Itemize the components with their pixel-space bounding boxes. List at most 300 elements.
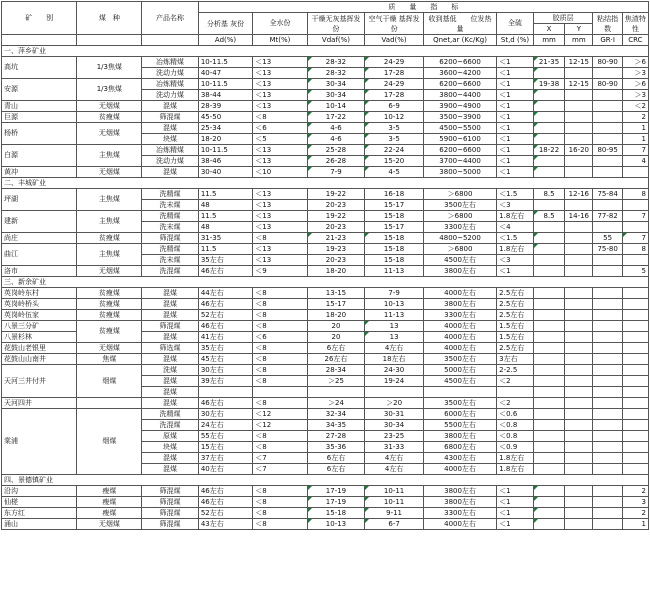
cell-moisture: ＜13 <box>253 57 307 68</box>
cell-layer-y <box>565 409 593 420</box>
cell-ash: 18-20 <box>198 134 252 145</box>
cell-crc: 4 <box>622 156 648 167</box>
cell-moisture: ＜8 <box>253 233 307 244</box>
cell-layer-y <box>565 431 593 442</box>
cell-product: 混煤 <box>142 453 199 464</box>
cell-layer-x <box>533 101 564 112</box>
cell-heat-value: 3700~4400 <box>423 156 496 167</box>
cell-moisture: ＜13 <box>253 200 307 211</box>
cell-product: 混煤 <box>142 123 199 134</box>
cell-gri <box>593 156 622 167</box>
cell-heat-value: 3600~4200 <box>423 68 496 79</box>
cell-layer-x <box>533 68 564 79</box>
cell-sulfur: ＜1.5 <box>497 189 534 200</box>
header-heat: 收到基低 位发热量 <box>423 13 496 35</box>
cell-layer-x <box>533 299 564 310</box>
cell-crc: 7 <box>622 145 648 156</box>
cell-sulfur: ＜1 <box>497 134 534 145</box>
cell-heat-value: 4500~5500 <box>423 123 496 134</box>
header-plastic-layer: 胶质层 <box>533 13 593 24</box>
cell-vad: 17-28 <box>365 90 424 101</box>
cell-heat-value: 3800~5000 <box>423 167 496 178</box>
cell-layer-y <box>565 222 593 233</box>
table-row <box>2 321 649 332</box>
cell-mine: 巨源 <box>2 112 77 123</box>
cell-ash: 52左右 <box>198 310 252 321</box>
cell-crc <box>622 299 648 310</box>
cell-moisture: ＜8 <box>253 508 307 519</box>
cell-crc <box>622 321 648 332</box>
cell-moisture: ＜8 <box>253 112 307 123</box>
table-row <box>2 233 649 244</box>
cell-moisture: ＜13 <box>253 244 307 255</box>
cell-sulfur: ＜1 <box>497 145 534 156</box>
cell-ash: 40-47 <box>198 68 252 79</box>
cell-vdaf: 17-22 <box>307 112 365 123</box>
cell-heat-value: 3300左右 <box>423 222 496 233</box>
unit-sulfur: St,d (%) <box>497 35 534 46</box>
cell-crc: ＜2 <box>622 101 648 112</box>
cell-crc: ＞6 <box>622 79 648 90</box>
cell-heat-value: 3900~4900 <box>423 101 496 112</box>
cell-moisture: ＜13 <box>253 90 307 101</box>
cell-moisture: ＜13 <box>253 222 307 233</box>
cell-moisture: ＜10 <box>253 167 307 178</box>
cell-layer-x <box>533 233 564 244</box>
coal-quality-table <box>1 1 649 530</box>
cell-vad: 13 <box>365 321 424 332</box>
cell-mine: 花鼓山老银里 <box>2 343 77 354</box>
cell-vad: 15-18 <box>365 211 424 222</box>
cell-heat-value: 3800~4400 <box>423 90 496 101</box>
cell-layer-x <box>533 288 564 299</box>
cell-sulfur: ＜3 <box>497 200 534 211</box>
table-row <box>2 519 649 530</box>
cell-layer-x: 18-22 <box>533 145 564 156</box>
cell-heat-value: 3800左右 <box>423 299 496 310</box>
cell-layer-y <box>565 101 593 112</box>
cell-sulfur: ＜1.5 <box>497 233 534 244</box>
cell-mine: 天河四井 <box>2 398 77 409</box>
cell-ash: 28-39 <box>198 101 252 112</box>
cell-moisture: ＜13 <box>253 145 307 156</box>
cell-mine: 东方红 <box>2 508 77 519</box>
cell-layer-x <box>533 442 564 453</box>
cell-product: 混煤 <box>142 354 199 365</box>
cell-ash: 24左右 <box>198 420 252 431</box>
cell-sulfur: 1.5左右 <box>497 332 534 343</box>
cell-product: 洗动力煤 <box>142 156 199 167</box>
cell-ash: 38-46 <box>198 156 252 167</box>
cell-heat-value: 3800左右 <box>423 497 496 508</box>
cell-sulfur: 2.5左右 <box>497 299 534 310</box>
header-moisture: 全水份 <box>253 13 307 35</box>
cell-vad: 10-11 <box>365 497 424 508</box>
cell-ash: 45左右 <box>198 354 252 365</box>
cell-vdaf: 20-23 <box>307 200 365 211</box>
cell-heat-value: 4000左右 <box>423 332 496 343</box>
cell-sulfur: 2.5左右 <box>497 288 534 299</box>
cell-coal-type: 无烟煤 <box>77 167 142 178</box>
cell-sulfur: ＜1 <box>497 167 534 178</box>
cell-layer-x <box>533 167 564 178</box>
table-row <box>2 211 649 222</box>
cell-heat-value: 4500左右 <box>423 376 496 387</box>
cell-moisture: ＜12 <box>253 409 307 420</box>
cell-mine: 八景杉林 <box>2 332 77 343</box>
cell-heat-value: 4000左右 <box>423 464 496 475</box>
cell-heat-value: 5500左右 <box>423 420 496 431</box>
cell-layer-y <box>565 200 593 211</box>
cell-crc: 2 <box>622 508 648 519</box>
cell-moisture: ＜8 <box>253 343 307 354</box>
cell-mine: 高坑 <box>2 57 77 79</box>
cell-gri <box>593 420 622 431</box>
cell-sulfur: ＜1 <box>497 508 534 519</box>
cell-crc <box>622 332 648 343</box>
cell-ash: 25-34 <box>198 123 252 134</box>
cell-vad: 13 <box>365 332 424 343</box>
table-row <box>2 112 649 123</box>
cell-layer-x <box>533 156 564 167</box>
cell-vdaf: 35-36 <box>307 442 365 453</box>
cell-moisture: ＜13 <box>253 211 307 222</box>
cell-moisture: ＜8 <box>253 365 307 376</box>
cell-gri: 75-84 <box>593 189 622 200</box>
cell-product: 混煤 <box>142 332 199 343</box>
cell-gri <box>593 310 622 321</box>
cell-moisture: ＜8 <box>253 497 307 508</box>
cell-ash: 15左右 <box>198 442 252 453</box>
cell-heat-value: 4800~5200 <box>423 233 496 244</box>
cell-crc <box>622 376 648 387</box>
cell-layer-y <box>565 508 593 519</box>
cell-vdaf: 19-22 <box>307 211 365 222</box>
cell-vad: 22-24 <box>365 145 424 156</box>
table-row <box>2 354 649 365</box>
cell-gri <box>593 387 622 398</box>
cell-layer-x <box>533 420 564 431</box>
header-gri: 粘结指数 <box>593 13 622 35</box>
cell-vad: 3-5 <box>365 134 424 145</box>
cell-crc: 7 <box>622 233 648 244</box>
cell-heat-value: ＞6800 <box>423 211 496 222</box>
cell-vdaf: 15-18 <box>307 508 365 519</box>
cell-vdaf: 30-34 <box>307 90 365 101</box>
cell-layer-y: 12-15 <box>565 79 593 90</box>
cell-moisture: ＜8 <box>253 519 307 530</box>
header-product: 产品名称 <box>142 2 199 35</box>
cell-layer-y <box>565 123 593 134</box>
cell-coal-type: 瘦煤 <box>77 486 142 497</box>
cell-product: 筛混煤 <box>142 497 199 508</box>
header-layer-y: Y <box>565 24 593 35</box>
header-blank <box>142 35 199 46</box>
cell-layer-x: 8.5 <box>533 189 564 200</box>
cell-coal-type <box>77 398 142 409</box>
cell-ash: 38-44 <box>198 90 252 101</box>
cell-ash: 30左右 <box>198 409 252 420</box>
cell-mine: 杨桥 <box>2 123 77 145</box>
cell-vdaf: 6左右 <box>307 343 365 354</box>
cell-layer-x <box>533 255 564 266</box>
cell-product: 洗末煤 <box>142 200 199 211</box>
header-coal-type: 煤 种 <box>77 2 142 35</box>
section-title: 一、萍乡矿业 <box>2 46 649 57</box>
cell-layer-x <box>533 464 564 475</box>
cell-heat-value: 3300左右 <box>423 310 496 321</box>
cell-gri <box>593 90 622 101</box>
cell-layer-x <box>533 453 564 464</box>
unit-vdaf: Vdaf(%) <box>307 35 365 46</box>
cell-vdaf: 19-22 <box>307 189 365 200</box>
cell-layer-x <box>533 508 564 519</box>
cell-layer-y <box>565 332 593 343</box>
cell-coal-type: 贫瘦煤 <box>77 299 142 310</box>
cell-moisture: ＜8 <box>253 354 307 365</box>
cell-moisture: ＜6 <box>253 123 307 134</box>
cell-product: 洗混煤 <box>142 266 199 277</box>
cell-gri <box>593 222 622 233</box>
cell-gri: 80-90 <box>593 57 622 68</box>
cell-layer-y <box>565 420 593 431</box>
cell-ash: 46左右 <box>198 266 252 277</box>
cell-vad: 16-18 <box>365 189 424 200</box>
cell-mine: 坪湖 <box>2 189 77 211</box>
cell-ash: 46左右 <box>198 497 252 508</box>
cell-vdaf: 13-15 <box>307 288 365 299</box>
cell-heat-value: 4000左右 <box>423 321 496 332</box>
cell-product: 混煤 <box>142 310 199 321</box>
table-row <box>2 189 649 200</box>
unit-ash: Ad(%) <box>198 35 252 46</box>
cell-gri <box>593 497 622 508</box>
cell-vdaf: 26-28 <box>307 156 365 167</box>
cell-heat-value: 5000左右 <box>423 365 496 376</box>
cell-moisture: ＜8 <box>253 288 307 299</box>
cell-moisture: ＜8 <box>253 486 307 497</box>
cell-vdaf: 17-19 <box>307 497 365 508</box>
cell-gri <box>593 68 622 79</box>
cell-layer-y <box>565 497 593 508</box>
cell-vdaf: 20 <box>307 332 365 343</box>
cell-ash: 31-35 <box>198 233 252 244</box>
cell-gri <box>593 167 622 178</box>
cell-vad: 10-13 <box>365 299 424 310</box>
cell-sulfur: 1.8左右 <box>497 244 534 255</box>
cell-product: 冶炼精煤 <box>142 145 199 156</box>
cell-moisture: ＜13 <box>253 101 307 112</box>
cell-sulfur: ＜2 <box>497 398 534 409</box>
cell-moisture: ＜7 <box>253 453 307 464</box>
cell-vad: 4-5 <box>365 167 424 178</box>
table-row <box>2 244 649 255</box>
cell-mine: 沿沟 <box>2 486 77 497</box>
cell-product: 混煤 <box>142 299 199 310</box>
cell-product: 筛混煤 <box>142 486 199 497</box>
cell-layer-x <box>533 244 564 255</box>
cell-vad: 30-31 <box>365 409 424 420</box>
cell-layer-y <box>565 310 593 321</box>
cell-vad: 15-18 <box>365 244 424 255</box>
unit-layer-y: mm <box>565 35 593 46</box>
cell-product: 混煤 <box>142 376 199 387</box>
cell-vad: 15-17 <box>365 222 424 233</box>
cell-product: 筛混煤 <box>142 321 199 332</box>
cell-layer-y <box>565 167 593 178</box>
cell-heat-value: 5900~6100 <box>423 134 496 145</box>
cell-crc <box>622 354 648 365</box>
cell-sulfur: ＜1 <box>497 57 534 68</box>
cell-ash <box>198 387 252 398</box>
cell-product: 筛混煤 <box>142 233 199 244</box>
cell-ash: 30左右 <box>198 365 252 376</box>
header-sulfur: 全硫 <box>497 13 534 35</box>
cell-vad: 11-13 <box>365 266 424 277</box>
cell-gri <box>593 332 622 343</box>
cell-crc <box>622 222 648 233</box>
cell-gri <box>593 266 622 277</box>
cell-gri <box>593 376 622 387</box>
cell-layer-x <box>533 365 564 376</box>
cell-heat-value: ＞6800 <box>423 244 496 255</box>
cell-coal-type: 无烟煤 <box>77 519 142 530</box>
cell-gri <box>593 299 622 310</box>
cell-vad: 6-9 <box>365 101 424 112</box>
cell-layer-y <box>565 266 593 277</box>
cell-crc: 8 <box>622 189 648 200</box>
cell-layer-x <box>533 486 564 497</box>
table-row <box>2 508 649 519</box>
header-crc: 焦渣特性 <box>622 13 648 35</box>
cell-sulfur: 1.8左右 <box>497 464 534 475</box>
cell-layer-y <box>565 299 593 310</box>
cell-layer-y <box>565 464 593 475</box>
cell-gri <box>593 255 622 266</box>
cell-ash: 10-11.5 <box>198 145 252 156</box>
cell-gri <box>593 508 622 519</box>
cell-vdaf: ＞25 <box>307 376 365 387</box>
cell-crc: 5 <box>622 266 648 277</box>
cell-layer-x <box>533 90 564 101</box>
cell-gri: 55 <box>593 233 622 244</box>
cell-gri: 77-82 <box>593 211 622 222</box>
cell-product: 块煤 <box>142 442 199 453</box>
cell-vdaf: ＞24 <box>307 398 365 409</box>
cell-heat-value: 3500左右 <box>423 354 496 365</box>
cell-mine: 涌山 <box>2 519 77 530</box>
cell-crc: 7 <box>622 211 648 222</box>
cell-product: 块煤 <box>142 134 199 145</box>
cell-gri <box>593 101 622 112</box>
cell-layer-y <box>565 244 593 255</box>
cell-heat-value: 6200~6600 <box>423 145 496 156</box>
section-row <box>2 46 649 57</box>
cell-sulfur: 1.8左右 <box>497 211 534 222</box>
cell-heat-value: 4500左右 <box>423 255 496 266</box>
cell-vad: 4左右 <box>365 343 424 354</box>
cell-crc: 1 <box>622 134 648 145</box>
cell-ash: 37左右 <box>198 453 252 464</box>
cell-vdaf: 18-20 <box>307 266 365 277</box>
cell-product: 筛混煤 <box>142 519 199 530</box>
cell-gri <box>593 431 622 442</box>
cell-product: 洗精煤 <box>142 189 199 200</box>
table-row <box>2 123 649 134</box>
cell-layer-y <box>565 156 593 167</box>
cell-sulfur: 1.5左右 <box>497 321 534 332</box>
cell-sulfur: ＜4 <box>497 222 534 233</box>
cell-gri: 75-80 <box>593 244 622 255</box>
cell-vad: 24-29 <box>365 57 424 68</box>
cell-vad: 15-18 <box>365 255 424 266</box>
cell-mine: 青山 <box>2 101 77 112</box>
cell-ash: 39左右 <box>198 376 252 387</box>
cell-crc <box>622 464 648 475</box>
cell-coal-type: 1/3焦煤 <box>77 79 142 101</box>
cell-coal-type: 瘦煤 <box>77 497 142 508</box>
cell-sulfur: ＜1 <box>497 497 534 508</box>
cell-ash: 48 <box>198 200 252 211</box>
cell-crc: 8 <box>622 244 648 255</box>
cell-mine: 白源 <box>2 145 77 167</box>
cell-layer-y <box>565 354 593 365</box>
cell-vdaf: 20 <box>307 321 365 332</box>
cell-vdaf: 19-23 <box>307 244 365 255</box>
cell-vad: 23-25 <box>365 431 424 442</box>
cell-vdaf: 18-20 <box>307 310 365 321</box>
table-row <box>2 145 649 156</box>
header-blank <box>2 35 77 46</box>
section-title: 四、景德镇矿业 <box>2 475 649 486</box>
cell-layer-x <box>533 112 564 123</box>
cell-vad: 19-24 <box>365 376 424 387</box>
cell-sulfur: ＜1 <box>497 79 534 90</box>
cell-product: 洗精煤 <box>142 211 199 222</box>
unit-vad: Vad(%) <box>365 35 424 46</box>
cell-crc <box>622 387 648 398</box>
cell-heat-value: 3800左右 <box>423 431 496 442</box>
cell-moisture: ＜8 <box>253 431 307 442</box>
cell-heat-value: 4000左右 <box>423 519 496 530</box>
cell-moisture: ＜6 <box>253 332 307 343</box>
cell-gri <box>593 354 622 365</box>
cell-coal-type: 烟煤 <box>77 365 142 398</box>
cell-gri <box>593 134 622 145</box>
cell-moisture: ＜13 <box>253 79 307 90</box>
cell-crc <box>622 431 648 442</box>
cell-mine: 棠浦 <box>2 409 77 475</box>
cell-layer-y <box>565 112 593 123</box>
cell-vad: 11-13 <box>365 310 424 321</box>
cell-crc <box>622 310 648 321</box>
cell-heat-value: 3500左右 <box>423 200 496 211</box>
section-title: 二、丰城矿业 <box>2 178 649 189</box>
cell-sulfur: ＜1 <box>497 90 534 101</box>
cell-moisture: ＜13 <box>253 156 307 167</box>
cell-sulfur: ＜3 <box>497 255 534 266</box>
cell-crc <box>622 398 648 409</box>
cell-gri <box>593 398 622 409</box>
cell-vad: 6-7 <box>365 519 424 530</box>
cell-coal-type: 1/3焦煤 <box>77 57 142 79</box>
header-mine: 矿 别 <box>2 2 77 35</box>
cell-heat-value: 4000左右 <box>423 288 496 299</box>
cell-vdaf: 4-6 <box>307 134 365 145</box>
cell-layer-y: 16-20 <box>565 145 593 156</box>
table-row <box>2 299 649 310</box>
cell-ash: 43左右 <box>198 519 252 530</box>
